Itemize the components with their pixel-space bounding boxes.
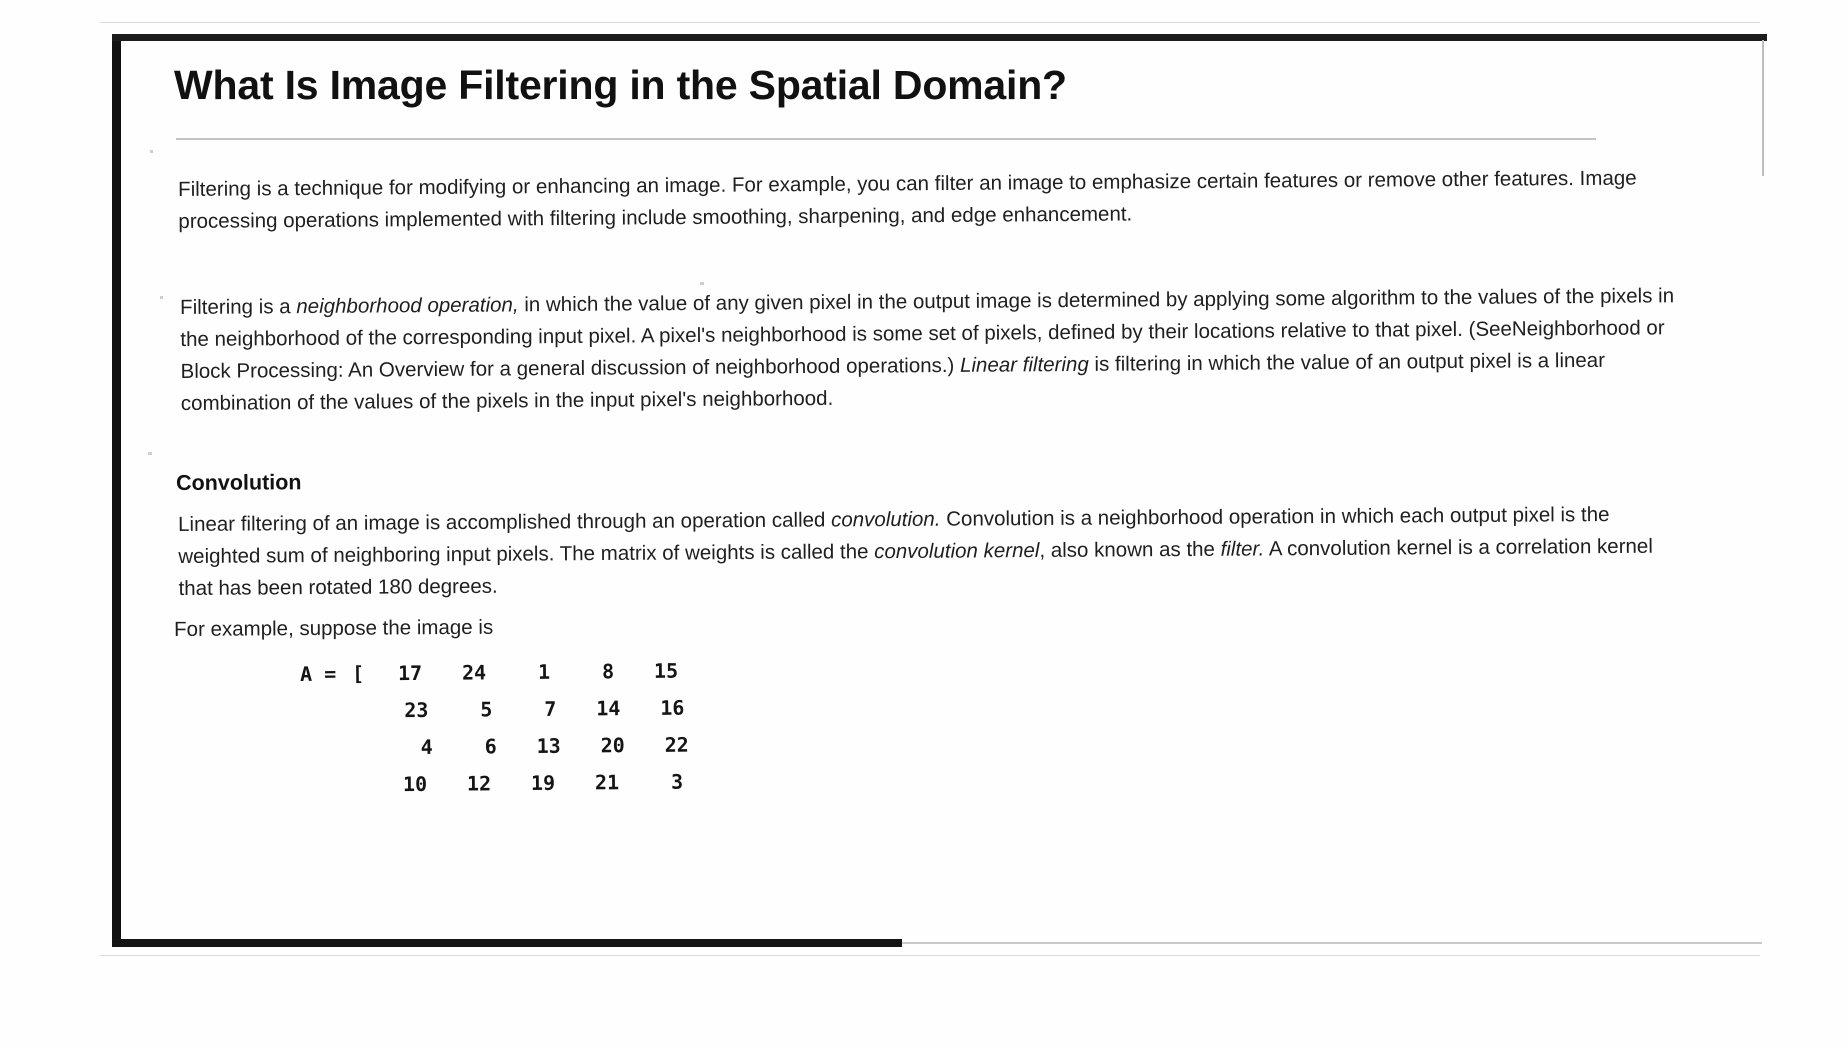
matrix-cell: 4 [420, 734, 433, 759]
p4-text-3: , also known as the [1039, 537, 1221, 562]
matrix-cell: 5 [480, 697, 493, 722]
matrix-cell: 21 [594, 770, 620, 795]
paragraph-example: For example, suppose the image is [174, 615, 494, 641]
slide-border-right-faint [1762, 40, 1764, 176]
matrix-row [306, 696, 698, 736]
matrix-cell: 19 [530, 770, 556, 795]
p4-text-1: Linear filtering of an image is accomplished through an operation called [178, 508, 832, 536]
page-title: What Is Image Filtering in the Spatial Domain? [174, 62, 1067, 108]
p4-text-2: Convolution is a neighborhood operation in which each output pixel is the weighted sum of neighboring input pixels. The matrix of weights is called the [178, 503, 1610, 568]
p4-emphasis-3: filter. [1220, 537, 1265, 561]
matrix-cell: 24 [461, 660, 487, 685]
p2-text-2: in which the value of any given pixel in the output image is determined by applying some algorithm to the values of the pixels in the neighborhood of the corresponding input pixel. A pixel's neighborhood is some set of pixels, defined by their locations relative to that pixel. (SeeNeighborhood or Block Processing: An Overview for a general discussion of neighborhood operations.) [180, 284, 1675, 383]
slide-frame [112, 34, 1762, 946]
p4-text-4: A convolution kernel is a correlation kernel that has been rotated 180 degrees. [178, 534, 1653, 600]
matrix-label: A = [300, 661, 337, 686]
matrix-cell: 14 [596, 696, 621, 721]
matrix-row [305, 770, 699, 810]
matrix-cell: 16 [660, 695, 685, 720]
matrix-cell: 15 [653, 658, 679, 683]
p4-emphasis-2: convolution kernel [874, 538, 1040, 564]
paragraph-convolution [178, 499, 1669, 605]
matrix-cell: 13 [536, 733, 561, 758]
p4-emphasis-1: convolution. [830, 507, 941, 532]
scan-edge-top [100, 22, 1760, 23]
slide-content [112, 34, 1762, 946]
paragraph-intro: Filtering is a technique for modifying or enhancing an image. For example, you can filter an image to emphasize certain features or remove other features. Image processing operations implemented with filtering include smoothing, sharpening, and edge enhancement. [178, 166, 1637, 233]
p2-text-1: Filtering is a [180, 295, 297, 319]
matrix-cell: 7 [544, 696, 557, 721]
matrix-cell: 23 [404, 697, 429, 723]
matrix-cell: 8 [601, 659, 615, 684]
matrix-cell: 3 [670, 769, 684, 794]
matrix-open-bracket: [ [351, 661, 365, 686]
scan-edge-bottom [100, 955, 1760, 956]
matrix-cell: 6 [484, 734, 497, 759]
p2-emphasis-2: Linear filtering [959, 352, 1089, 377]
matrix-cell: 22 [664, 732, 689, 757]
title-underline [176, 138, 1596, 140]
section-heading-convolution: Convolution [176, 470, 302, 495]
matrix-row [300, 659, 698, 699]
matrix-cell: 10 [402, 771, 428, 797]
p2-text-3: is filtering in which the value of an output pixel is a linear combination of the values of the pixels in the input pixel's neighborhood. [180, 348, 1606, 415]
paragraph-neighborhood [180, 280, 1681, 420]
p2-emphasis-1: neighborhood operation, [296, 293, 519, 319]
matrix-cell: 12 [466, 771, 492, 796]
matrix-cell: 1 [537, 659, 551, 684]
matrix-cell: 17 [397, 660, 423, 686]
matrix-A [300, 659, 699, 810]
matrix-row [311, 733, 699, 773]
matrix-cell: 20 [600, 733, 625, 758]
